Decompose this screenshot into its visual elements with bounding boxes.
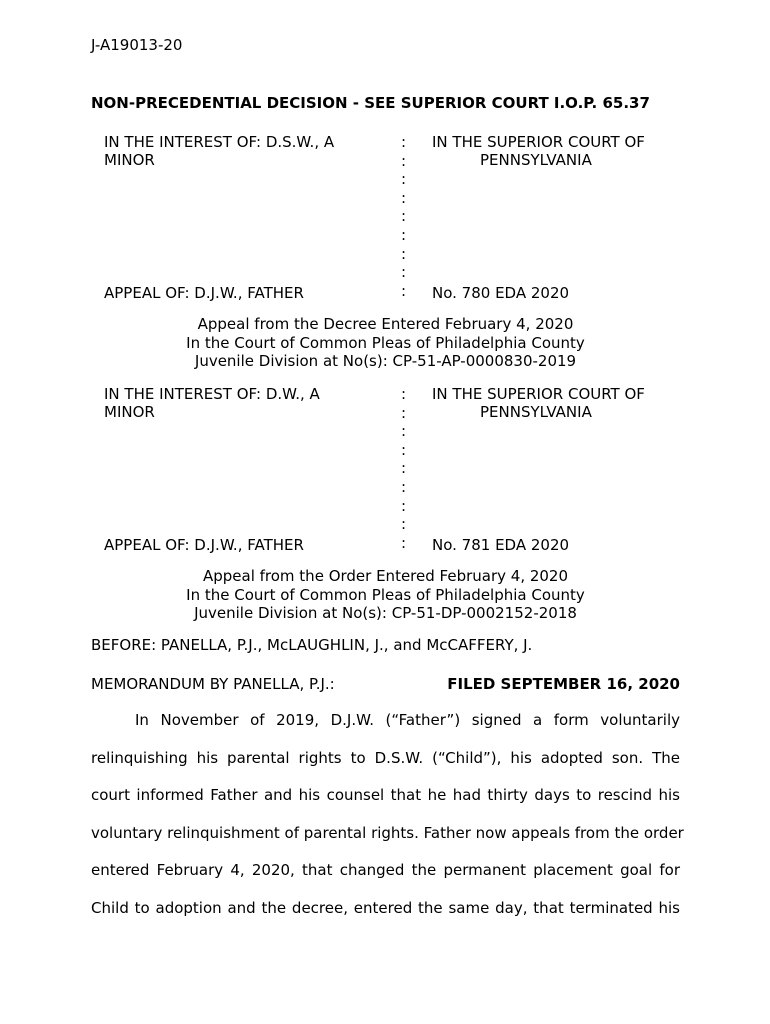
case2-appeal-line3: Juvenile Division at No(s): CP-51-DP-0002152-2018 <box>194 604 577 622</box>
before-panel: BEFORE: PANELLA, P.J., McLAUGHLIN, J., and McCAFFERY, J. <box>91 636 533 654</box>
case2-docket-number: No. 781 EDA 2020 <box>432 536 570 554</box>
case1-court-line2: PENNSYLVANIA <box>480 151 592 169</box>
case2-court-line1: IN THE SUPERIOR COURT OF <box>432 385 645 403</box>
case1-appeal-line2: In the Court of Common Pleas of Philadelphia County <box>186 334 585 352</box>
colon-divider: : <box>401 515 407 534</box>
colon-divider: : <box>401 533 407 552</box>
colon-divider: : <box>401 496 407 515</box>
case1-caption-line2: MINOR <box>104 151 155 169</box>
colon-divider: : <box>401 133 407 151</box>
case1-appeal-line1: Appeal from the Decree Entered February 4, 2020 <box>197 315 574 333</box>
colon-divider: : <box>401 281 407 300</box>
case1-appeal-of: APPEAL OF: D.J.W., FATHER <box>104 284 304 302</box>
colon-divider: : <box>401 459 407 478</box>
case2-caption-line2: MINOR <box>104 403 155 421</box>
body-line: relinquishing his parental rights to D.S.W. (“Child”), his adopted son. The <box>91 748 680 767</box>
case1-colon-column <box>401 133 409 300</box>
colon-divider: : <box>401 188 407 207</box>
colon-divider: : <box>401 170 407 189</box>
case1-appeal-line3: Juvenile Division at No(s): CP-51-AP-0000830-2019 <box>194 352 577 370</box>
colon-divider: : <box>401 225 407 244</box>
body-line: court informed Father and his counsel that he had thirty days to rescind his <box>91 786 680 805</box>
body-line: In November of 2019, D.J.W. (“Father”) signed a form voluntarily <box>135 711 680 729</box>
case2-appeal-line1: Appeal from the Order Entered February 4, 2020 <box>202 567 569 585</box>
case2-court-line2: PENNSYLVANIA <box>480 403 592 421</box>
body-line: voluntary relinquishment of parental rights. Father now appeals from the order <box>91 823 684 842</box>
colon-divider: : <box>401 385 407 403</box>
case1-caption-line1: IN THE INTEREST OF: D.S.W., A <box>104 133 335 151</box>
colon-divider: : <box>401 263 407 282</box>
filed-date: FILED SEPTEMBER 16, 2020 <box>447 675 680 693</box>
memorandum-author: MEMORANDUM BY PANELLA, P.J.: <box>91 675 335 693</box>
document-id: J-A19013-20 <box>91 36 183 54</box>
case2-appeal-line2: In the Court of Common Pleas of Philadelphia County <box>186 586 585 604</box>
colon-divider: : <box>401 403 407 422</box>
body-line: entered February 4, 2020, that changed the permanent placement goal for <box>91 861 680 880</box>
colon-divider: : <box>401 244 407 263</box>
colon-divider: : <box>401 207 407 226</box>
colon-divider: : <box>401 422 407 441</box>
colon-divider: : <box>401 477 407 496</box>
colon-divider: : <box>401 151 407 170</box>
body-line: Child to adoption and the decree, entered the same day, that terminated his <box>91 898 680 917</box>
colon-divider: : <box>401 440 407 459</box>
case2-appeal-of: APPEAL OF: D.J.W., FATHER <box>104 536 304 554</box>
non-precedential-notice: NON-PRECEDENTIAL DECISION - SEE SUPERIOR COURT I.O.P. 65.37 <box>91 94 650 112</box>
case1-docket-number: No. 780 EDA 2020 <box>432 284 570 302</box>
case1-court-line1: IN THE SUPERIOR COURT OF <box>432 133 645 151</box>
case2-colon-column <box>401 385 409 552</box>
case2-caption-line1: IN THE INTEREST OF: D.W., A <box>104 385 320 403</box>
memorandum-body <box>91 702 684 928</box>
